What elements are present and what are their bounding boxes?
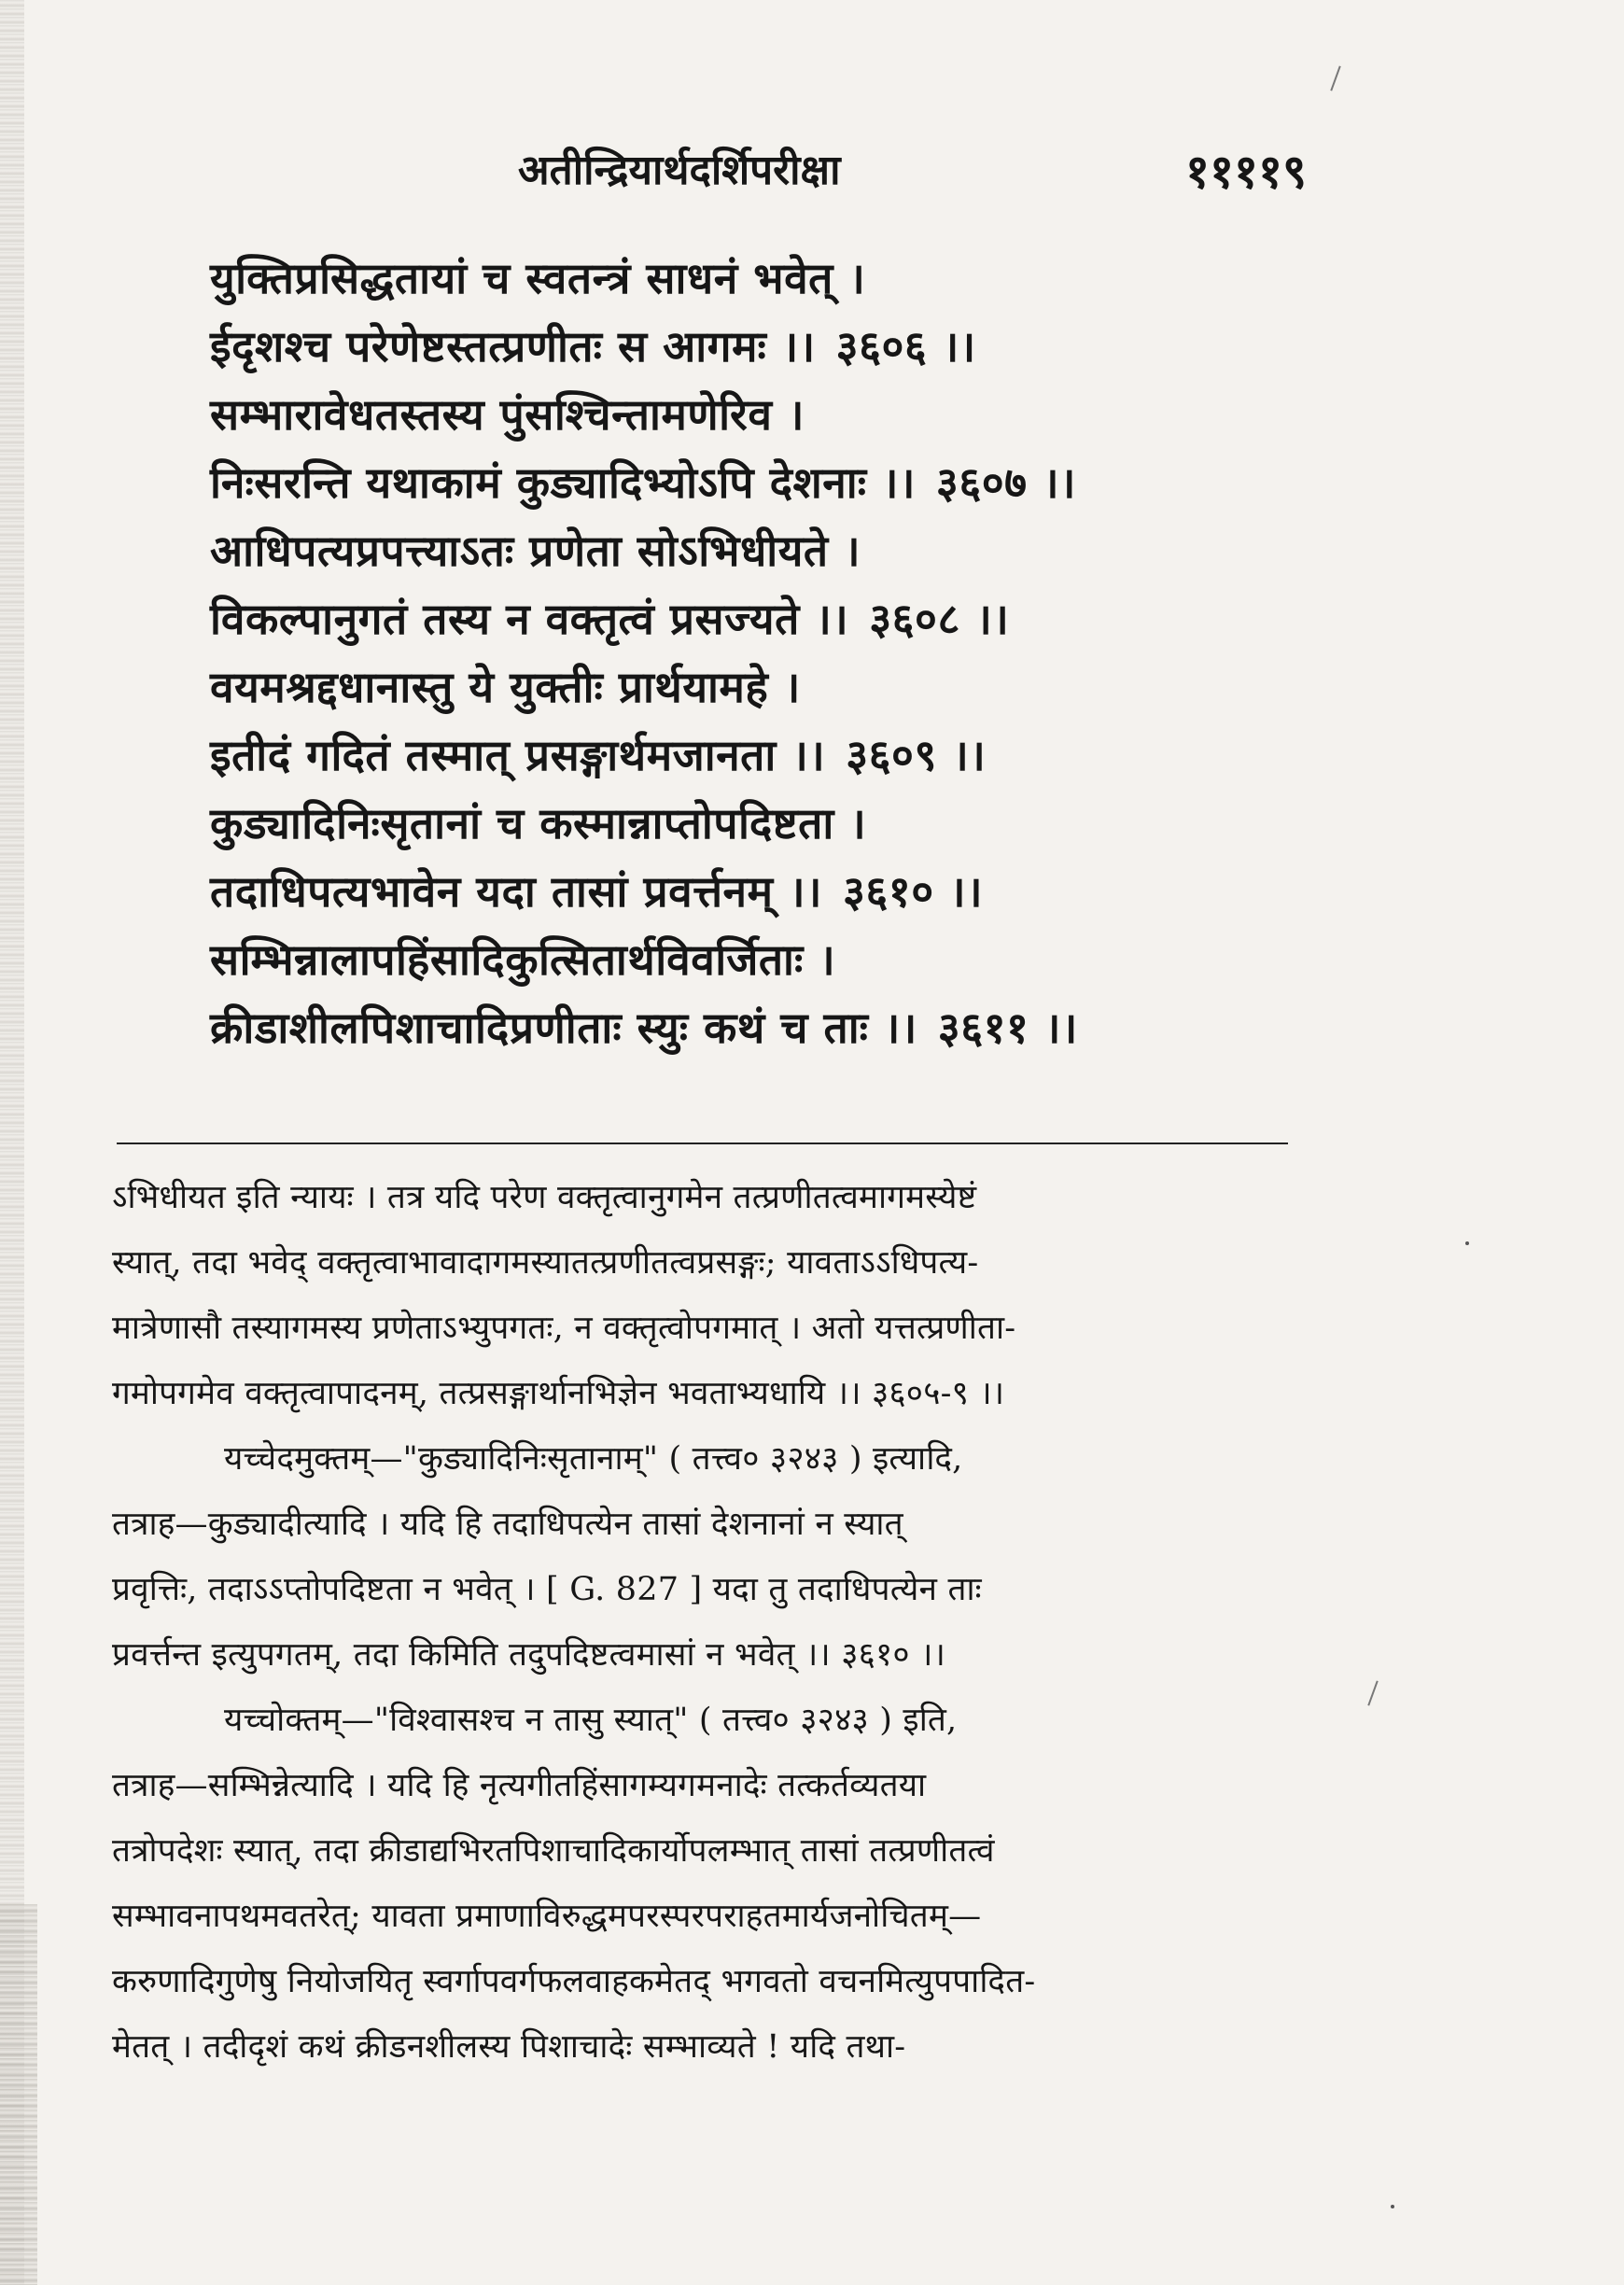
verse-line [210,994,1283,1062]
commentary-line: तत्राह—सम्भिन्नेत्यादि । यदि हि नृत्यगीतहिंसागम्यगमनादेः तत्कर्तव्यतया [112,1767,927,1804]
running-title: अतीन्द्रियार्थदर्शिपरीक्षा [518,147,841,194]
commentary-line: तत्रोपदेशः स्यात्, तदा क्रीडाद्यभिरतपिशाचादिकार्योपलम्भात् तासां तत्प्रणीतत्वं [112,1832,995,1870]
scan-mark [1367,1681,1378,1706]
verse-number: ३६०८ ।। [869,594,1010,644]
scan-speck [1391,2205,1394,2208]
verse-text: ईदृशश्च परेणेष्टस्तत्प्रणीतः स आगमः ।। [210,321,816,371]
section-divider [117,1142,1288,1144]
verse-number: ३६०९ ।। [846,730,987,780]
verse-line [210,381,1283,449]
running-header [0,140,1624,205]
commentary-line: प्रवर्त्तन्त इत्युपगतम्, तदा किमिति तदुपदिष्टत्वमासां न भवेत् ।। ३६१० ।। [112,1636,946,1674]
commentary-line: सम्भावनापथमवतरेत्; यावता प्रमाणाविरुद्धमपरस्परपराहतमार्यजनोचितम्— [112,1898,982,1935]
verse-text: कुड्यादिनिःसृतानां च कस्मान्नाप्तोपदिष्टता । [210,798,867,848]
verse-text: सम्भारावेधतस्तस्य पुंसश्चिन्तामणेरिव । [210,389,805,440]
page-edge-texture [0,1904,37,2285]
verse-number: ३६०७ ।। [935,457,1076,508]
commentary-block [112,1165,1297,2080]
verse-number: ३६११ ।। [937,1002,1078,1053]
commentary-line: गमोपगमेव वक्तृत्वापादनम्, तत्प्रसङ्गार्थानभिज्ञेन भवताभ्यधायि ।। ३६०५-९ ।। [112,1375,1005,1412]
verse-text: क्रीडाशीलपिशाचादिप्रणीताः स्युः कथं च ताः ।। [210,1002,917,1053]
commentary-line: प्रवृत्तिः, तदाऽऽप्तोपदिष्टता न भवेत् । [ G. 827 ] यदा तु तदाधिपत्येन ताः [112,1571,982,1608]
verse-text: इतीदं गदितं तस्मात् प्रसङ्गार्थमजानता ।। [210,730,826,780]
commentary-line: तत्राह—कुड्यादीत्यादि । यदि हि तदाधिपत्येन तासां देशनानां न स्यात् [112,1506,903,1543]
verse-text: सम्भिन्नालापहिंसादिकुत्सितार्थविवर्जिताः । [210,934,836,985]
verse-line [210,653,1283,722]
verse-line [210,926,1283,994]
verse-line [210,585,1283,653]
scan-speck [1465,1241,1469,1245]
commentary-line: मेतत् । तदीदृशं कथं क्रीडनशीलस्य पिशाचादेः सम्भाव्यते ! यदि तथा- [112,2028,906,2066]
page-number: ११११९ [1185,144,1307,199]
commentary-line: स्यात्, तदा भवेद् वक्तृत्वाभावादागमस्यातत्प्रणीतत्वप्रसङ्गः; यावताऽऽधिपत्य- [112,1244,979,1282]
verse-number: ३६०६ ।। [835,321,976,371]
verse-text: युक्तिप्रसिद्धतायां च स्वतन्त्रं साधनं भवेत् । [210,253,866,303]
verse-text: विकल्पानुगतं तस्य न वक्तृत्वं प्रसज्यते ।। [210,594,849,644]
verse-line [210,790,1283,858]
commentary-line: करुणादिगुणेषु नियोजयितृ स्वर्गापवर्गफलवाहकमेतद् भगवतो वचनमित्युपपादित- [112,1963,1036,2000]
verse-line [210,517,1283,585]
verse-number: ३६१० ।। [842,866,984,917]
commentary-line: यच्चेदमुक्तम्—"कुड्यादिनिःसृतानाम्" ( तत्त्व० ३२४३ ) इत्यादि, [224,1440,963,1478]
verse-block [210,245,1283,1062]
verse-line [210,722,1283,790]
commentary-line: मात्रेणासौ तस्यागमस्य प्रणेताऽभ्युपगतः, न वक्तृत्वोपगमात् । अतो यत्तत्प्रणीता- [112,1310,1016,1347]
verse-text: आधिपत्यप्रपत्त्याऽतः प्रणेता सोऽभिधीयते । [210,526,861,576]
verse-line [210,858,1283,926]
verse-text: वयमश्रद्दधानास्तु ये युक्तीः प्रार्थयामहे । [210,662,801,712]
verse-text: तदाधिपत्यभावेन यदा तासां प्रवर्त्तनम् ।। [210,866,822,917]
verse-text: निःसरन्ति यथाकामं कुड्यादिभ्योऽपि देशनाः ।। [210,457,916,508]
scan-mark [1330,66,1340,91]
verse-line [210,245,1283,313]
commentary-line: यच्चोक्तम्—"विश्वासश्च न तासु स्यात्" ( तत्त्व० ३२४३ ) इति, [224,1702,958,1739]
commentary-line: ऽभिधीयत इति न्यायः । तत्र यदि परेण वक्तृत्वानुगमेन तत्प्रणीतत्वमागमस्येष्टं [112,1179,977,1216]
verse-line [210,313,1283,381]
verse-line [210,449,1283,517]
